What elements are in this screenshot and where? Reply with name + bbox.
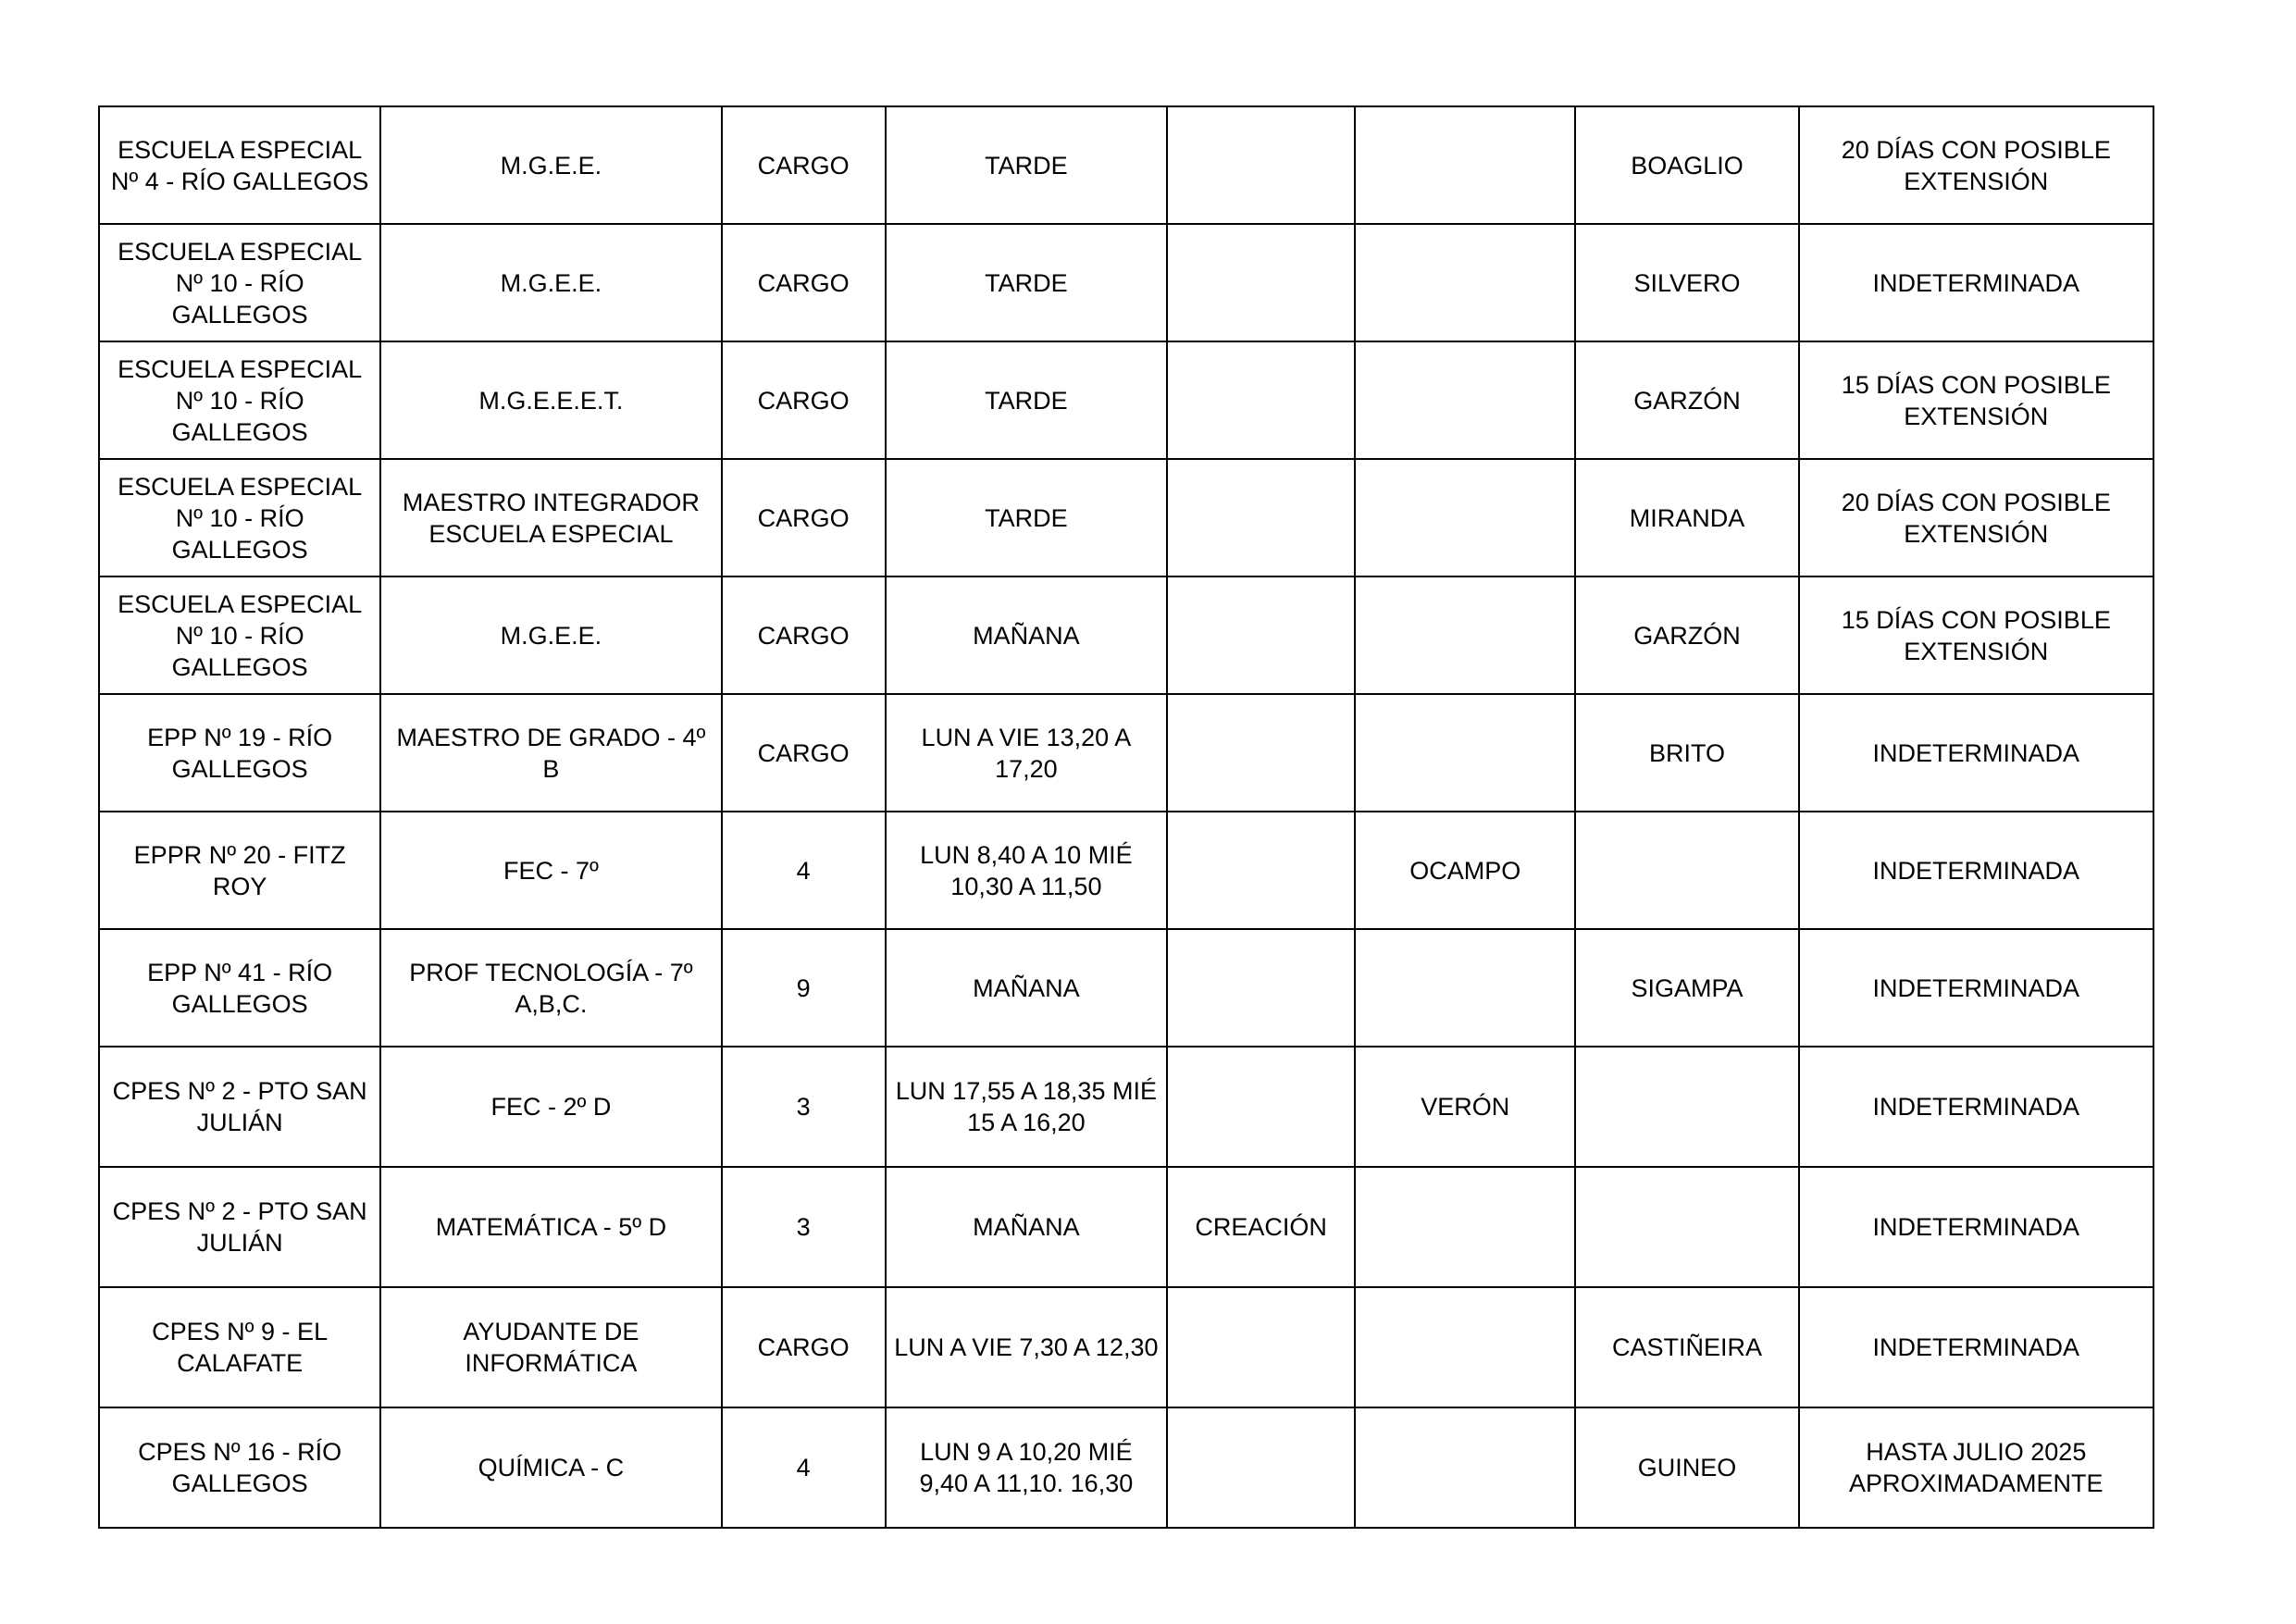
holder-cell: MIRANDA <box>1575 459 1798 576</box>
school-cell: EPP Nº 41 - RÍO GALLEGOS <box>99 929 380 1047</box>
schedule-cell: LUN 8,40 A 10 MIÉ 10,30 A 11,50 <box>886 812 1167 929</box>
reason-cell <box>1167 106 1355 224</box>
vacancy-cell <box>1355 576 1575 694</box>
position-cell: QUÍMICA - C <box>380 1407 721 1528</box>
schedule-cell: LUN A VIE 7,30 A 12,30 <box>886 1287 1167 1407</box>
holder-cell: SIGAMPA <box>1575 929 1798 1047</box>
holder-cell <box>1575 1167 1798 1287</box>
hours-cell: CARGO <box>722 459 886 576</box>
holder-cell <box>1575 1047 1798 1167</box>
table-row <box>99 812 2153 929</box>
hours-cell: CARGO <box>722 694 886 812</box>
vacancy-cell <box>1355 341 1575 459</box>
schedule-cell: TARDE <box>886 459 1167 576</box>
position-cell: MATEMÁTICA - 5º D <box>380 1167 721 1287</box>
vacancy-cell <box>1355 1407 1575 1528</box>
schedule-cell: LUN 9 A 10,20 MIÉ 9,40 A 11,10. 16,30 <box>886 1407 1167 1528</box>
school-cell: ESCUELA ESPECIAL Nº 10 - RÍO GALLEGOS <box>99 224 380 341</box>
reason-cell <box>1167 929 1355 1047</box>
duration-cell: INDETERMINADA <box>1799 1167 2153 1287</box>
reason-cell <box>1167 576 1355 694</box>
duration-cell: INDETERMINADA <box>1799 224 2153 341</box>
vacancy-cell <box>1355 224 1575 341</box>
holder-cell: BOAGLIO <box>1575 106 1798 224</box>
holder-cell: BRITO <box>1575 694 1798 812</box>
duration-cell: 20 DÍAS CON POSIBLE EXTENSIÓN <box>1799 106 2153 224</box>
hours-cell: 9 <box>722 929 886 1047</box>
school-cell: CPES Nº 2 - PTO SAN JULIÁN <box>99 1047 380 1167</box>
reason-cell <box>1167 341 1355 459</box>
school-cell: CPES Nº 16 - RÍO GALLEGOS <box>99 1407 380 1528</box>
duration-cell: INDETERMINADA <box>1799 929 2153 1047</box>
table-row <box>99 1407 2153 1528</box>
hours-cell: CARGO <box>722 106 886 224</box>
schedule-cell: MAÑANA <box>886 1167 1167 1287</box>
reason-cell <box>1167 1407 1355 1528</box>
table-row <box>99 694 2153 812</box>
vacancy-cell <box>1355 459 1575 576</box>
school-cell: ESCUELA ESPECIAL Nº 10 - RÍO GALLEGOS <box>99 459 380 576</box>
schedule-cell: MAÑANA <box>886 576 1167 694</box>
duration-cell: 15 DÍAS CON POSIBLE EXTENSIÓN <box>1799 341 2153 459</box>
vacancy-cell <box>1355 1167 1575 1287</box>
vacancy-cell <box>1355 1287 1575 1407</box>
position-cell: M.G.E.E. <box>380 106 721 224</box>
schedule-cell: MAÑANA <box>886 929 1167 1047</box>
duration-cell: INDETERMINADA <box>1799 1287 2153 1407</box>
holder-cell <box>1575 812 1798 929</box>
table-row <box>99 1167 2153 1287</box>
vacancy-cell <box>1355 929 1575 1047</box>
hours-cell: 3 <box>722 1047 886 1167</box>
vacancy-cell: VERÓN <box>1355 1047 1575 1167</box>
schedule-cell: LUN 17,55 A 18,35 MIÉ 15 A 16,20 <box>886 1047 1167 1167</box>
vacancies-table <box>98 105 2154 1529</box>
holder-cell: CASTIÑEIRA <box>1575 1287 1798 1407</box>
position-cell: MAESTRO INTEGRADOR ESCUELA ESPECIAL <box>380 459 721 576</box>
table-row <box>99 929 2153 1047</box>
duration-cell: INDETERMINADA <box>1799 812 2153 929</box>
reason-cell <box>1167 1287 1355 1407</box>
school-cell: ESCUELA ESPECIAL Nº 10 - RÍO GALLEGOS <box>99 341 380 459</box>
hours-cell: 4 <box>722 1407 886 1528</box>
position-cell: AYUDANTE DE INFORMÁTICA <box>380 1287 721 1407</box>
hours-cell: CARGO <box>722 576 886 694</box>
table-row <box>99 224 2153 341</box>
position-cell: FEC - 7º <box>380 812 721 929</box>
duration-cell: INDETERMINADA <box>1799 694 2153 812</box>
position-cell: M.G.E.E. <box>380 224 721 341</box>
reason-cell: CREACIÓN <box>1167 1167 1355 1287</box>
school-cell: ESCUELA ESPECIAL Nº 4 - RÍO GALLEGOS <box>99 106 380 224</box>
vacancy-cell <box>1355 694 1575 812</box>
reason-cell <box>1167 1047 1355 1167</box>
vacancy-cell: OCAMPO <box>1355 812 1575 929</box>
table-row <box>99 341 2153 459</box>
school-cell: EPPR Nº 20 - FITZ ROY <box>99 812 380 929</box>
school-cell: EPP Nº 19 - RÍO GALLEGOS <box>99 694 380 812</box>
schedule-cell: LUN A VIE 13,20 A 17,20 <box>886 694 1167 812</box>
reason-cell <box>1167 694 1355 812</box>
school-cell: CPES Nº 2 - PTO SAN JULIÁN <box>99 1167 380 1287</box>
holder-cell: SILVERO <box>1575 224 1798 341</box>
reason-cell <box>1167 224 1355 341</box>
hours-cell: 4 <box>722 812 886 929</box>
hours-cell: 3 <box>722 1167 886 1287</box>
table-row <box>99 106 2153 224</box>
table-body <box>99 106 2153 1528</box>
duration-cell: HASTA JULIO 2025 APROXIMADAMENTE <box>1799 1407 2153 1528</box>
position-cell: FEC - 2º D <box>380 1047 721 1167</box>
schedule-cell: TARDE <box>886 224 1167 341</box>
schedule-cell: TARDE <box>886 341 1167 459</box>
holder-cell: GARZÓN <box>1575 341 1798 459</box>
position-cell: M.G.E.E. <box>380 576 721 694</box>
holder-cell: GUINEO <box>1575 1407 1798 1528</box>
hours-cell: CARGO <box>722 224 886 341</box>
reason-cell <box>1167 459 1355 576</box>
table-row <box>99 1287 2153 1407</box>
reason-cell <box>1167 812 1355 929</box>
position-cell: PROF TECNOLOGÍA - 7º A,B,C. <box>380 929 721 1047</box>
table-row <box>99 576 2153 694</box>
duration-cell: 20 DÍAS CON POSIBLE EXTENSIÓN <box>1799 459 2153 576</box>
hours-cell: CARGO <box>722 341 886 459</box>
duration-cell: INDETERMINADA <box>1799 1047 2153 1167</box>
school-cell: CPES Nº 9 - EL CALAFATE <box>99 1287 380 1407</box>
table-row <box>99 1047 2153 1167</box>
position-cell: M.G.E.E.E.T. <box>380 341 721 459</box>
table-row <box>99 459 2153 576</box>
duration-cell: 15 DÍAS CON POSIBLE EXTENSIÓN <box>1799 576 2153 694</box>
holder-cell: GARZÓN <box>1575 576 1798 694</box>
vacancy-cell <box>1355 106 1575 224</box>
hours-cell: CARGO <box>722 1287 886 1407</box>
schedule-cell: TARDE <box>886 106 1167 224</box>
position-cell: MAESTRO DE GRADO - 4º B <box>380 694 721 812</box>
school-cell: ESCUELA ESPECIAL Nº 10 - RÍO GALLEGOS <box>99 576 380 694</box>
